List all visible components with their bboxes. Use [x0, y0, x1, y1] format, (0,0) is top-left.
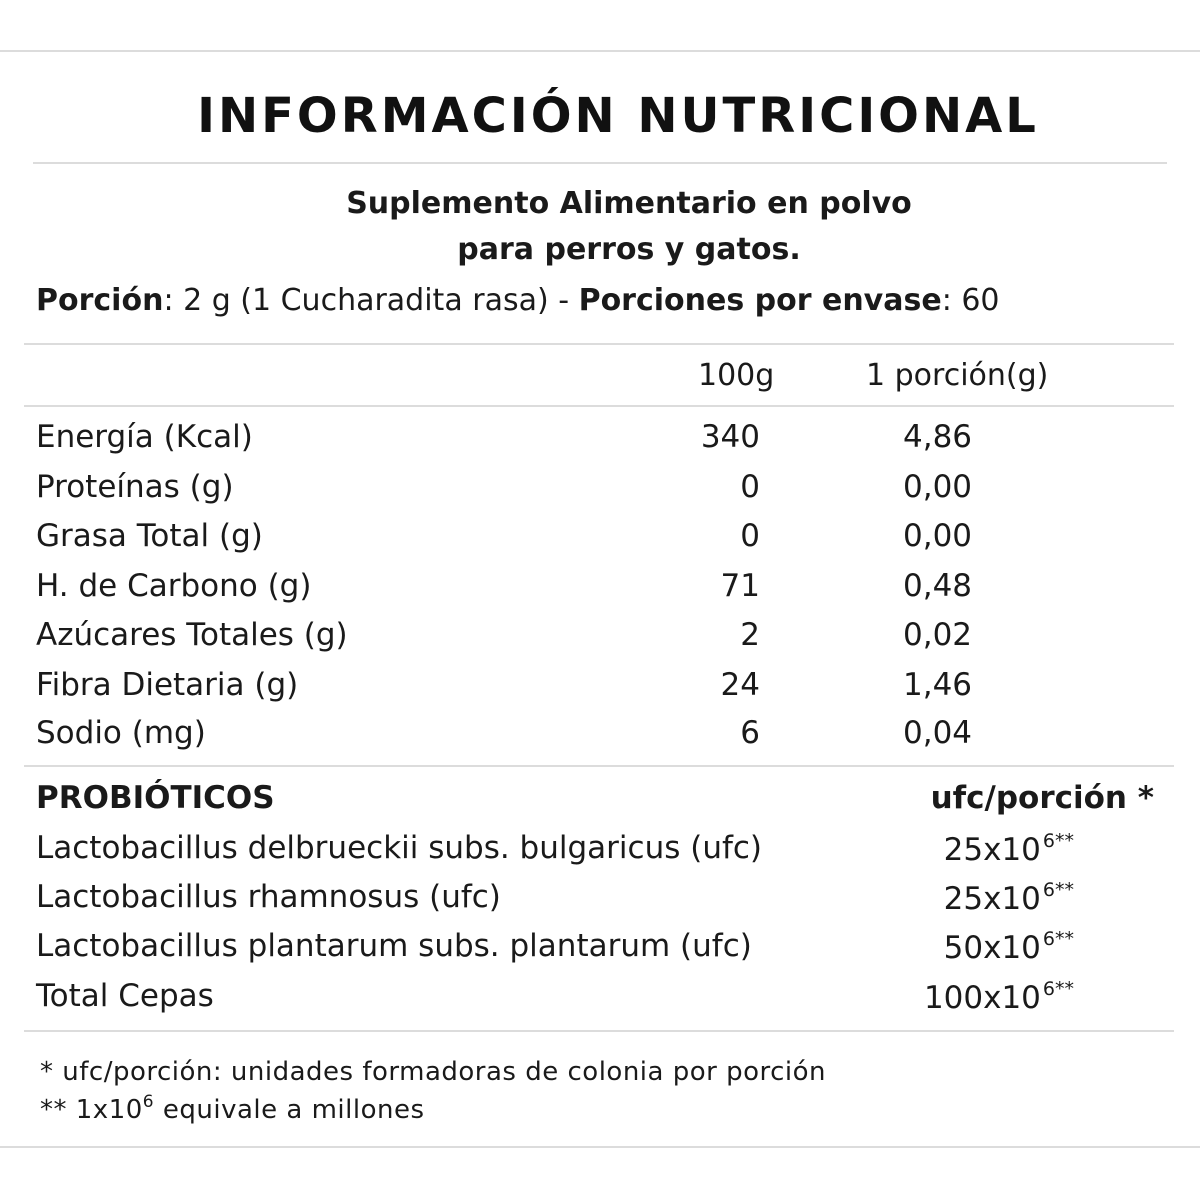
- nutrient-per-portion: 0,00: [903, 518, 973, 554]
- nutrient-per-100g: 340: [700, 419, 760, 455]
- servings-label: Porciones por envase: [578, 283, 942, 318]
- nutrient-per-portion: 4,86: [903, 419, 973, 455]
- servings-value: : 60: [941, 283, 1000, 318]
- subtitle-line-1: Suplemento Alimentario en polvo: [346, 186, 912, 221]
- probiotics-divider: [24, 1030, 1174, 1032]
- footnote-ufc: * ufc/porción: unidades formadoras de colonia por porción: [40, 1057, 827, 1087]
- nutrient-per-portion: 0,04: [903, 715, 973, 751]
- nutrient-per-portion: 1,46: [903, 667, 973, 703]
- portion-line: [36, 283, 1000, 318]
- nutrient-per-portion: 0,00: [903, 469, 973, 505]
- probiotic-label: Lactobacillus rhamnosus (ufc): [36, 879, 501, 915]
- nutrient-per-100g: 2: [740, 617, 760, 653]
- top-divider: [0, 50, 1200, 52]
- portion-value: : 2 g (1 Cucharadita rasa) -: [163, 283, 579, 318]
- bottom-divider: [0, 1146, 1200, 1148]
- nutrient-label: Azúcares Totales (g): [36, 617, 348, 653]
- nutrient-label: Proteínas (g): [36, 469, 234, 505]
- nutrient-label: Energía (Kcal): [36, 419, 253, 455]
- portion-divider: [24, 343, 1174, 345]
- nutrient-label: Fibra Dietaria (g): [36, 667, 299, 703]
- page-title: INFORMACIÓN NUTRICIONAL: [197, 88, 1039, 144]
- nutrient-per-portion: 0,48: [903, 568, 973, 604]
- probiotic-value: 25x10 $^{6**}$: [943, 879, 1074, 917]
- nutrients-divider: [24, 765, 1174, 767]
- nutrient-per-100g: 0: [740, 518, 760, 554]
- probiotic-label: Total Cepas: [36, 978, 214, 1014]
- footnote-millions: ** $1x10^6$ equivale a millones: [40, 1092, 425, 1125]
- nutrient-per-100g: 24: [720, 667, 760, 703]
- probiotic-value: 100x10 $^{6**}$: [923, 978, 1074, 1016]
- column-header-100g: 100g: [698, 358, 775, 393]
- nutrient-per-100g: 71: [720, 568, 760, 604]
- probiotic-value: 25x10 $^{6**}$: [943, 830, 1074, 868]
- probiotics-unit-heading: ufc/porción *: [930, 780, 1154, 816]
- nutrient-per-100g: 6: [740, 715, 760, 751]
- probiotics-heading: PROBIÓTICOS: [36, 780, 275, 816]
- portion-label: Porción: [36, 283, 164, 318]
- nutrient-per-100g: 0: [740, 469, 760, 505]
- title-divider: [33, 162, 1167, 164]
- nutrient-label: H. de Carbono (g): [36, 568, 312, 604]
- nutrient-label: Sodio (mg): [36, 715, 206, 751]
- column-header-portion: 1 porción(g): [866, 358, 1049, 393]
- nutrient-label: Grasa Total (g): [36, 518, 263, 554]
- probiotic-label: Lactobacillus plantarum subs. plantarum (ufc): [36, 928, 752, 964]
- nutrient-per-portion: 0,02: [903, 617, 973, 653]
- probiotic-value: 50x10 $^{6**}$: [943, 928, 1074, 966]
- subtitle-line-2: para perros y gatos.: [457, 232, 801, 267]
- header-divider: [24, 405, 1174, 407]
- probiotic-label: Lactobacillus delbrueckii subs. bulgaricus (ufc): [36, 830, 763, 866]
